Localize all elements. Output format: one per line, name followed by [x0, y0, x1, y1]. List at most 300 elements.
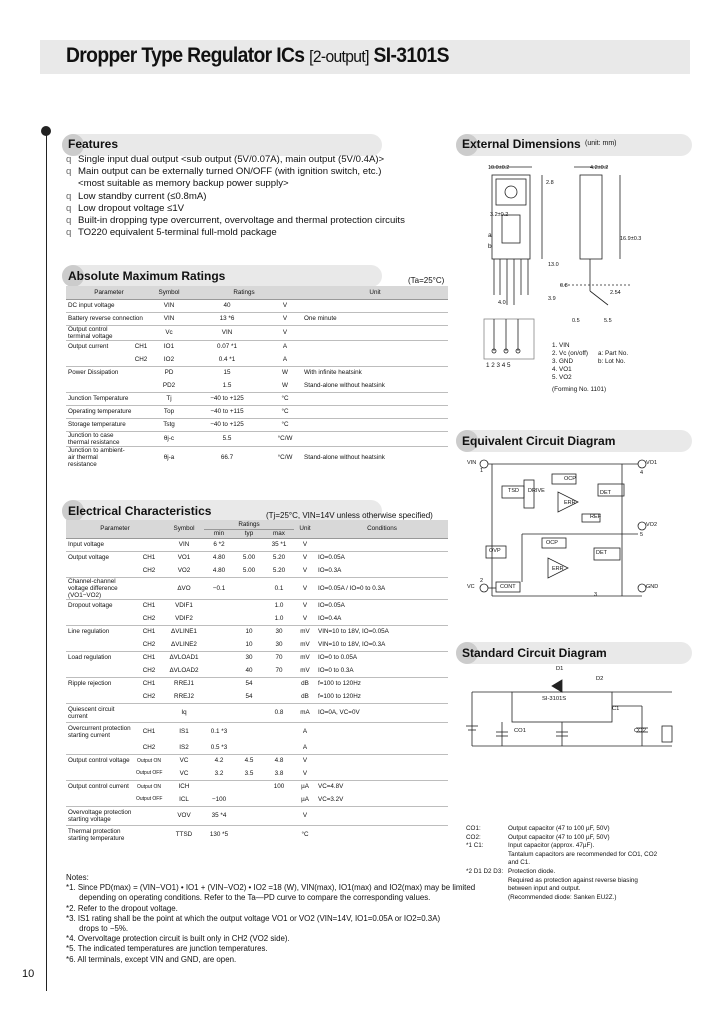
symbol-cell: θj-c — [152, 431, 186, 446]
feature-text: Low standby current (≤0.8mA) — [78, 190, 207, 202]
rating-cell: −40 to +125 — [186, 392, 268, 405]
min-cell: 4.80 — [212, 566, 226, 574]
param-cell: Output control voltage — [66, 754, 134, 767]
pin-label: 3. GND — [552, 358, 573, 365]
typ-cell: 10 — [245, 640, 253, 648]
param-cell — [66, 612, 134, 625]
unit-cell: mV — [294, 651, 316, 664]
typ-cell — [234, 703, 264, 722]
cond-cell: Stand-alone without heatsink — [302, 446, 448, 468]
sub-cell — [130, 418, 152, 431]
max-cell: 3.8 — [274, 769, 284, 777]
cond-cell: One minute — [302, 312, 448, 325]
param-cell: Channel-channel voltage difference (VO1−VO2) — [66, 577, 134, 599]
table-row — [66, 754, 448, 767]
abs-max-header: Symbol — [152, 286, 186, 299]
equiv-label-p5: 5 — [640, 532, 644, 538]
cond-cell — [302, 405, 448, 418]
equiv-label-vo2: VO2 — [646, 522, 658, 528]
param-cell: Output control terminal voltage — [66, 325, 130, 340]
std-def-key: CO1: — [466, 825, 481, 832]
max-cell — [264, 806, 294, 825]
margin-line — [46, 131, 47, 991]
cond-cell — [302, 431, 448, 446]
abs-max-table — [66, 286, 448, 468]
sub-cell: CH1 — [134, 625, 164, 638]
bullet-glyph: q — [66, 227, 72, 239]
unit-cell: dB — [301, 692, 309, 700]
elec-header-min: min — [204, 529, 234, 538]
cond-cell — [316, 754, 448, 767]
dimension-label: 4.0 — [498, 300, 506, 306]
typ-cell — [234, 722, 264, 741]
ext-dim-unit: (unit: mm) — [585, 140, 617, 147]
sub-cell — [134, 577, 164, 599]
equiv-label-gnd: GND — [646, 584, 659, 590]
cond-cell: VC=3.2V — [318, 795, 344, 803]
note-item: *6. All terminals, except VIN and GND, are open. — [66, 954, 237, 964]
unit-cell: A — [302, 743, 308, 751]
std-def-value: Input capacitor (approx. 47µF). — [508, 842, 595, 850]
rating-cell: −40 to +125 — [186, 418, 268, 431]
std-def-value: and C1. — [508, 859, 531, 867]
unit-cell: °C — [268, 405, 302, 418]
typ-cell: 5.00 — [234, 551, 264, 564]
note-item: *1. Since PD(max) = (VIN−VO1) • IO1 + (VIN−VO2) • IO2 =18 (W), VIN(max), IO1(max) and IO2(max) may be limited — [66, 883, 476, 893]
max-cell: 1.0 — [264, 599, 294, 612]
cond-cell: VIN=10 to 18V, IO=0.05A — [316, 625, 448, 638]
sub-cell — [130, 405, 152, 418]
cond-cell — [316, 538, 448, 551]
sub-cell: CH1 — [134, 651, 164, 664]
min-cell — [204, 703, 234, 722]
page-title: Dropper Type Regulator ICs [2-output] SI-3101S — [66, 44, 449, 67]
feature-text: <most suitable as memory backup power supply> — [78, 178, 289, 190]
equiv-label-ref: REF — [590, 514, 601, 520]
min-cell — [204, 599, 234, 612]
pin-label: 1. VIN — [552, 342, 570, 349]
table-row — [66, 767, 448, 780]
equiv-label-p1: 1 — [480, 468, 484, 474]
min-cell: 4.2 — [204, 754, 234, 767]
feature-item — [66, 203, 405, 215]
unit-cell: V — [268, 312, 302, 325]
min-cell — [204, 690, 234, 703]
param-cell: Quiescent circuit current — [66, 703, 134, 722]
unit-cell: A — [282, 355, 288, 363]
typ-cell: 40 — [245, 666, 253, 674]
bullet-glyph: q — [66, 166, 72, 178]
max-cell — [264, 825, 294, 844]
elec-header-ratings: Ratings — [204, 520, 294, 529]
pin-label: 2. Vc (on/off) — [552, 350, 588, 357]
equiv-label-ocp1: OCP — [564, 476, 576, 482]
page-number: 10 — [22, 968, 35, 980]
symbol-cell: IS2 — [179, 743, 189, 751]
cond-cell: Stand-alone without heatsink — [304, 381, 385, 389]
unit-cell: V — [302, 566, 308, 574]
max-cell — [264, 741, 294, 754]
max-cell: 0.1 — [264, 577, 294, 599]
typ-cell: 10 — [234, 625, 264, 638]
elec-condition: (Tj=25°C, VIN=14V unless otherwise specified) — [266, 511, 433, 520]
std-def-key: *1 C1: — [466, 842, 484, 850]
cond-cell — [302, 418, 448, 431]
equiv-heading: Equivalent Circuit Diagram — [462, 434, 616, 448]
min-cell: 6 *2 — [204, 538, 234, 551]
feature-item — [66, 215, 405, 227]
label-lot-no: b: Lot No. — [598, 358, 626, 365]
sub-cell — [130, 299, 152, 312]
dimension-label: 5.5 — [604, 318, 612, 324]
max-cell — [264, 793, 294, 806]
table-row — [66, 625, 448, 638]
cond-cell — [302, 353, 448, 366]
table-row — [66, 564, 448, 577]
dimension-label: 10.0±0.2 — [488, 165, 510, 171]
table-row — [66, 379, 448, 392]
std-definition — [466, 851, 657, 860]
typ-cell — [234, 741, 264, 754]
std-definition — [466, 825, 657, 834]
min-cell — [204, 638, 234, 651]
cond-cell: f=100 to 120Hz — [318, 692, 361, 700]
std-definition — [466, 894, 657, 903]
equiv-label-det1: DET — [600, 490, 611, 496]
rating-cell: 5.5 — [186, 431, 268, 446]
table-row — [66, 825, 448, 844]
max-cell: 0.8 — [264, 703, 294, 722]
std-label-d1: D1 — [556, 666, 564, 672]
rating-cell: 15 — [186, 366, 268, 379]
table-row — [66, 405, 448, 418]
std-label-c1: C1 — [612, 706, 620, 712]
table-row — [66, 677, 448, 690]
symbol-cell: PD — [152, 366, 186, 379]
bullet-glyph: q — [66, 202, 72, 214]
unit-cell: µA — [301, 795, 309, 803]
param-cell: Operating temperature — [66, 405, 130, 418]
unit-cell: mV — [300, 666, 310, 674]
table-row — [66, 722, 448, 741]
symbol-cell: VC — [164, 754, 204, 767]
param-cell — [66, 767, 134, 780]
unit-cell: °C/W — [268, 446, 302, 468]
max-cell: 5.20 — [272, 566, 286, 574]
std-label-co1: CO1 — [514, 728, 526, 734]
symbol-cell: VC — [179, 769, 189, 777]
symbol-cell: VO1 — [164, 551, 204, 564]
cond-cell — [316, 741, 448, 754]
symbol-cell: VO2 — [177, 566, 191, 574]
note-item: *4. Overvoltage protection circuit is built only in CH2 (VO2 side). — [66, 934, 290, 944]
feature-text: TO220 equivalent 5-terminal full-mold package — [78, 227, 277, 239]
symbol-cell: Iq — [164, 703, 204, 722]
table-row — [66, 312, 448, 325]
typ-cell: 54 — [245, 692, 253, 700]
symbol-cell: θj-a — [152, 446, 186, 468]
elec-header-cond: Conditions — [316, 520, 448, 538]
features-list — [66, 154, 405, 239]
symbol-cell: IO2 — [163, 355, 175, 363]
equiv-label-p2: 2 — [480, 578, 484, 584]
sub-cell — [130, 325, 152, 340]
table-row — [66, 551, 448, 564]
elec-table — [66, 520, 448, 844]
unit-cell: mV — [300, 640, 310, 648]
sub-cell: CH1 — [134, 599, 164, 612]
unit-cell: W — [282, 381, 288, 389]
cond-cell: IO=0.3A — [318, 566, 342, 574]
sub-cell — [130, 366, 152, 379]
std-definition — [466, 859, 657, 868]
symbol-cell: ΔVLINE2 — [171, 640, 197, 648]
cond-cell: IO=0.05A — [316, 551, 448, 564]
param-cell: Line regulation — [66, 625, 134, 638]
note-item: *5. The indicated temperatures are junction temperatures. — [66, 944, 268, 954]
sub-cell: CH2 — [142, 640, 156, 648]
elec-header-typ: typ — [234, 529, 264, 538]
elec-header-symbol: Symbol — [164, 520, 204, 538]
std-definition — [466, 834, 657, 843]
param-cell — [66, 690, 134, 703]
std-def-value: Tantalum capacitors are recommended for CO1, CO2 — [508, 850, 658, 858]
equiv-label-dri: DRIVE — [528, 488, 545, 494]
symbol-cell: ΔVLOAD2 — [169, 666, 199, 674]
cond-cell: IO=0A, VC=0V — [316, 703, 448, 722]
bullet-glyph: q — [66, 215, 72, 227]
param-cell — [66, 664, 134, 677]
label-part-no: a: Part No. — [598, 350, 629, 357]
symbol-cell: Top — [152, 405, 186, 418]
max-cell: 1.0 — [274, 614, 284, 622]
sub-cell — [134, 703, 164, 722]
feature-item — [66, 178, 405, 190]
elec-header-unit: Unit — [294, 520, 316, 538]
symbol-cell: VOV — [164, 806, 204, 825]
sub-cell: Output ON — [134, 780, 164, 793]
abs-max-header: Ratings — [186, 286, 302, 299]
unit-cell: V — [294, 551, 316, 564]
dimension-label: 2.8 — [546, 180, 554, 186]
equiv-label-ocp2: OCP — [546, 540, 558, 546]
table-row — [66, 638, 448, 651]
symbol-cell: TTSD — [164, 825, 204, 844]
cond-cell: f=100 to 120Hz — [316, 677, 448, 690]
rating-cell: 40 — [186, 299, 268, 312]
min-cell: −100 — [211, 795, 227, 803]
notes-heading: Notes: — [66, 873, 89, 882]
max-cell: 35 *1 — [264, 538, 294, 551]
dimension-label: 0.8 — [560, 283, 568, 289]
max-cell: 30 — [264, 625, 294, 638]
sub-cell — [130, 446, 152, 468]
typ-cell — [234, 806, 264, 825]
elec-header-param: Parameter — [66, 520, 164, 538]
unit-cell: mA — [294, 703, 316, 722]
sub-cell: Output OFF — [136, 796, 163, 803]
param-cell — [66, 793, 134, 806]
symbol-cell: VDIF2 — [175, 614, 193, 622]
symbol-cell: ICH — [164, 780, 204, 793]
dimension-label: 0.5 — [572, 318, 580, 324]
rating-cell: 0.07 *1 — [186, 340, 268, 353]
unit-cell: W — [268, 366, 302, 379]
std-definition — [466, 868, 657, 877]
std-definition — [466, 877, 657, 886]
sub-cell: CH2 — [142, 743, 156, 751]
min-cell: −0.1 — [204, 577, 234, 599]
cond-cell: With infinite heatsink — [302, 366, 448, 379]
bullet-glyph: q — [66, 190, 72, 202]
cond-cell — [316, 722, 448, 741]
note-item: *2. Refer to the dropout voltage. — [66, 903, 178, 913]
sub-cell: CH1 — [134, 551, 164, 564]
std-def-value: Output capacitor (47 to 100 µF, 50V) — [508, 833, 610, 841]
max-cell — [264, 690, 294, 703]
min-cell: 0.5 *3 — [210, 743, 228, 751]
table-row — [66, 418, 448, 431]
typ-cell — [234, 577, 264, 599]
sub-cell: Output ON — [134, 754, 164, 767]
unit-cell: V — [268, 325, 302, 340]
table-row — [66, 325, 448, 340]
unit-cell: V — [302, 614, 308, 622]
symbol-cell: RREJ2 — [174, 692, 194, 700]
typ-cell: 5.00 — [242, 566, 256, 574]
symbol-cell: ΔVLOAD1 — [164, 651, 204, 664]
dimension-label: 13.0 — [548, 262, 559, 268]
rating-cell: −40 to +115 — [186, 405, 268, 418]
symbol-cell: IS1 — [164, 722, 204, 741]
std-def-value: (Recommended diode: Sanken EU2Z.) — [508, 893, 617, 901]
note-item: *3. IS1 rating shall be the point at which the output voltage VO1 or VO2 (VIN=14V, IO1=0.05A or IO2=0.3A) — [66, 913, 441, 923]
table-row — [66, 793, 448, 806]
max-cell: 70 — [264, 651, 294, 664]
sub-cell — [130, 431, 152, 446]
sub-cell — [134, 825, 164, 844]
table-row — [66, 806, 448, 825]
std-label-ic: SI-3101S — [542, 696, 567, 702]
std-def-value: Protection diode. — [508, 867, 556, 875]
sub-cell: CH1 — [130, 340, 152, 353]
symbol-cell: VIN — [152, 312, 186, 325]
max-cell: 100 — [264, 780, 294, 793]
elec-heading: Electrical Characteristics — [68, 504, 212, 518]
unit-cell: V — [294, 577, 316, 599]
typ-cell: 54 — [234, 677, 264, 690]
unit-cell: A — [294, 722, 316, 741]
min-cell: 0.1 *3 — [204, 722, 234, 741]
cond-cell: IO=0 to 0.05A — [316, 651, 448, 664]
param-cell: Battery reverse connection — [66, 312, 130, 325]
equiv-label-vc: VC — [467, 584, 475, 590]
max-cell — [264, 677, 294, 690]
max-cell: 70 — [275, 666, 283, 674]
cond-cell — [316, 806, 448, 825]
cond-cell — [316, 767, 448, 780]
param-cell: Junction to case thermal resistance — [66, 431, 130, 446]
param-cell — [66, 741, 134, 754]
min-cell: 4.80 — [204, 551, 234, 564]
symbol-cell: IO1 — [152, 340, 186, 353]
typ-cell: 4.5 — [234, 754, 264, 767]
symbol-cell: Vc — [152, 325, 186, 340]
typ-cell: 30 — [234, 651, 264, 664]
param-cell: Dropout voltage — [66, 599, 134, 612]
min-cell: 35 *4 — [204, 806, 234, 825]
cond-cell: IO=0 to 0.3A — [318, 666, 354, 674]
pin-numbers: 1 2 3 4 5 — [486, 362, 511, 369]
param-cell: Junction Temperature — [66, 392, 130, 405]
std-def-key: CO2: — [466, 833, 481, 841]
sub-cell: CH2 — [134, 355, 148, 363]
rating-cell: 0.4 *1 — [218, 355, 236, 363]
symbol-cell: PD2 — [162, 381, 176, 389]
pin-label: 4. VO1 — [552, 366, 572, 373]
features-heading: Features — [68, 137, 119, 151]
std-definition — [466, 842, 657, 851]
std-def-value: Output capacitor (47 to 100 µF, 50V) — [508, 825, 610, 832]
bullet-glyph: q — [66, 154, 72, 165]
label-b-marker: b — [488, 243, 492, 250]
typ-cell — [234, 780, 264, 793]
min-cell — [204, 651, 234, 664]
unit-cell: V — [268, 299, 302, 312]
symbol-cell: VIN — [164, 538, 204, 551]
max-cell — [264, 722, 294, 741]
feature-item — [66, 227, 405, 239]
table-row — [66, 446, 448, 468]
param-cell: Ripple rejection — [66, 677, 134, 690]
param-cell — [66, 379, 130, 392]
std-definitions — [466, 825, 657, 902]
unit-cell: dB — [294, 677, 316, 690]
unit-cell: V — [302, 769, 308, 777]
param-cell: Input voltage — [66, 538, 134, 551]
dimension-label: 3.2±0.2 — [490, 212, 509, 218]
equiv-label-det2: DET — [596, 550, 607, 556]
param-cell: Overcurrent protection starting current — [66, 722, 134, 741]
table-row — [66, 340, 448, 353]
equiv-label-ovp: OVP — [489, 548, 501, 554]
unit-cell: V — [294, 754, 316, 767]
unit-cell: V — [294, 599, 316, 612]
rating-cell: VIN — [186, 325, 268, 340]
table-row — [66, 392, 448, 405]
table-row — [66, 612, 448, 625]
std-label-co2: CO2 — [634, 728, 646, 734]
cond-cell — [302, 340, 448, 353]
min-cell — [204, 780, 234, 793]
symbol-cell: ICL — [179, 795, 189, 803]
cond-cell: VIN=10 to 18V, IO=0.3A — [318, 640, 386, 648]
sub-cell — [130, 392, 152, 405]
unit-cell: °C — [294, 825, 316, 844]
param-cell — [66, 638, 134, 651]
unit-cell: °C — [268, 392, 302, 405]
std-def-value: between input and output. — [508, 885, 581, 893]
param-cell: Storage temperature — [66, 418, 130, 431]
symbol-cell: Tj — [152, 392, 186, 405]
sub-cell — [130, 379, 152, 392]
equiv-label-cont: CONT — [500, 584, 516, 590]
unit-cell: V — [294, 806, 316, 825]
sub-cell: CH2 — [142, 614, 156, 622]
sub-cell: Output OFF — [136, 770, 163, 777]
max-cell: 30 — [275, 640, 283, 648]
note-item: drops to −5%. — [66, 924, 129, 934]
